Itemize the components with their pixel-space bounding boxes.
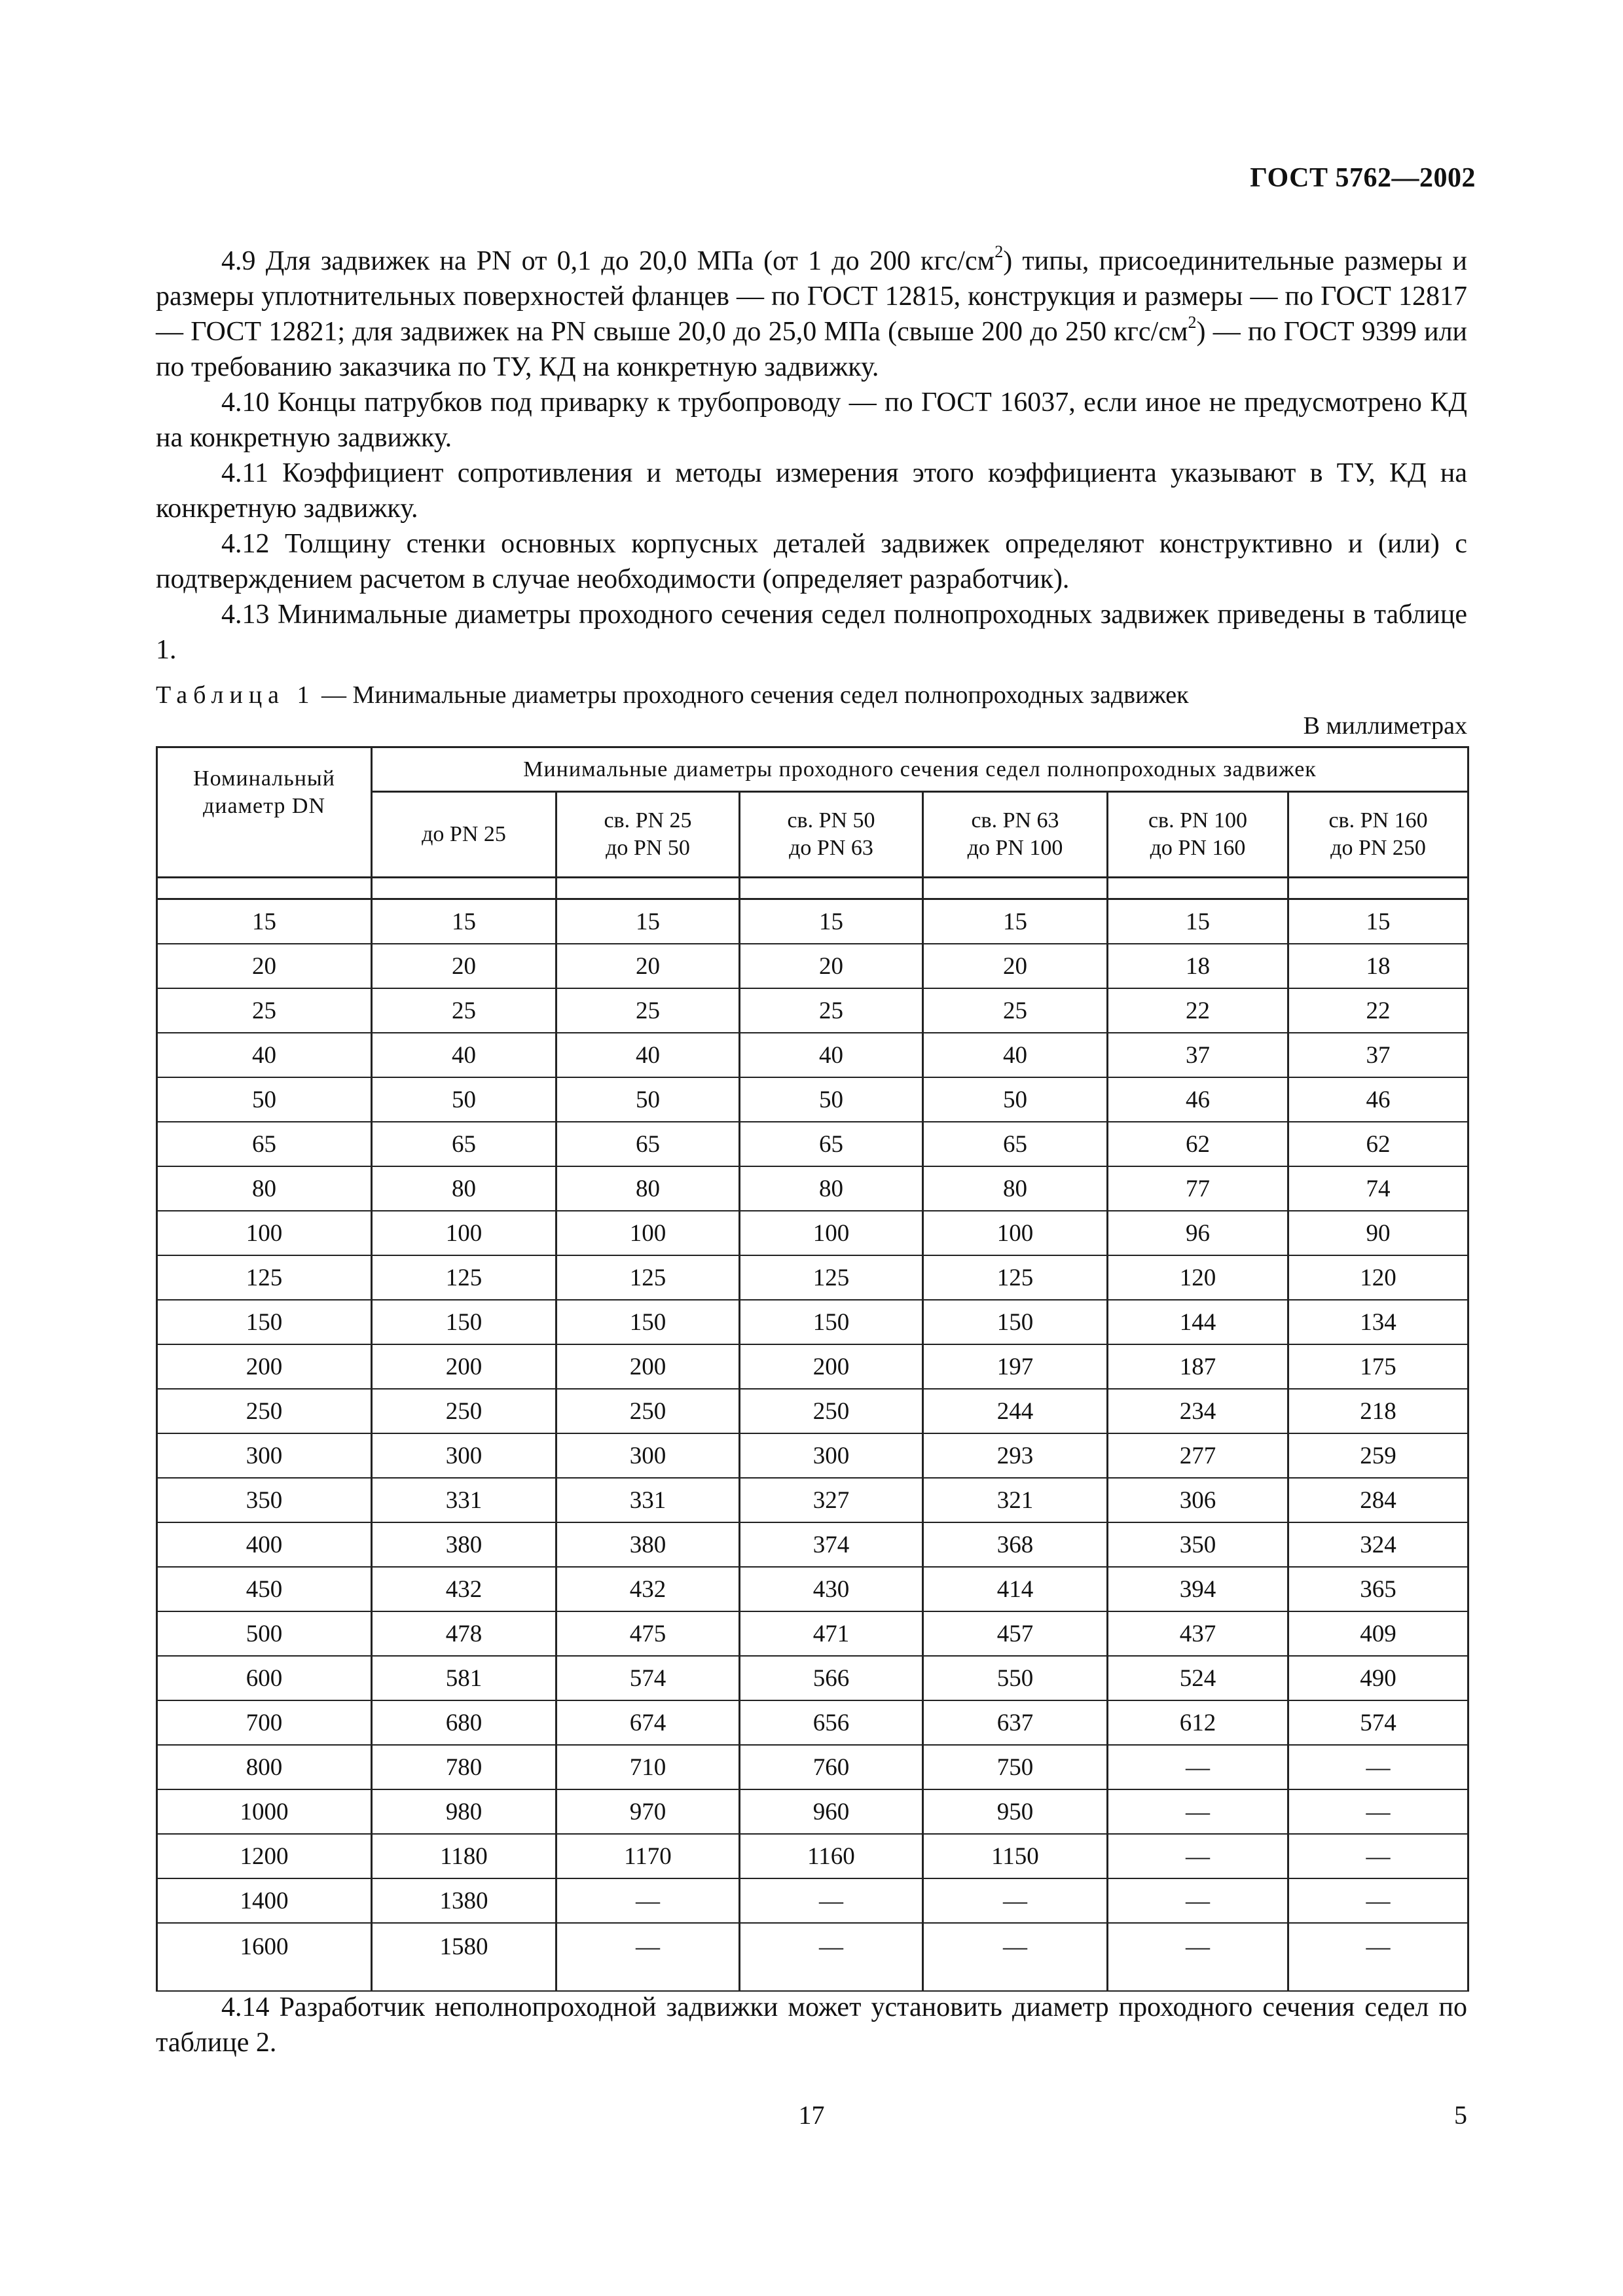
dn-cell: 300 bbox=[157, 1433, 372, 1478]
diameter-cell: 50 bbox=[372, 1077, 556, 1122]
diameter-cell: 62 bbox=[1108, 1122, 1288, 1166]
diameter-cell: 15 bbox=[1288, 899, 1468, 944]
diameter-cell: 175 bbox=[1288, 1344, 1468, 1389]
diameter-cell: 65 bbox=[556, 1122, 740, 1166]
dn-cell: 1200 bbox=[157, 1834, 372, 1878]
table-row bbox=[157, 1166, 1468, 1211]
column-header: до PN 25 bbox=[372, 792, 556, 878]
paragraph-4-12: 4.12 Толщину стенки основных корпусных деталей задвижек определяют конструктивно и (или) с подтверждением расчетом в случае необходимости (определяет разработчик). bbox=[156, 529, 1467, 594]
diameter-cell: — bbox=[923, 1923, 1108, 1991]
table-row bbox=[157, 1077, 1468, 1122]
diameter-cell: 244 bbox=[923, 1389, 1108, 1433]
diameter-cell: 432 bbox=[372, 1567, 556, 1611]
dn-cell: 100 bbox=[157, 1211, 372, 1255]
diameter-cell: 15 bbox=[1108, 899, 1288, 944]
table-row bbox=[157, 1923, 1468, 1991]
diameter-cell: — bbox=[1108, 1923, 1288, 1991]
diameter-cell: 750 bbox=[923, 1745, 1108, 1789]
dn-cell: 600 bbox=[157, 1656, 372, 1700]
diameter-cell: 150 bbox=[923, 1300, 1108, 1344]
diameter-cell: 90 bbox=[1288, 1211, 1468, 1255]
diameter-cell: 125 bbox=[740, 1255, 923, 1300]
diameter-cell: 120 bbox=[1108, 1255, 1288, 1300]
table-row bbox=[157, 1389, 1468, 1433]
diameter-cell: 80 bbox=[923, 1166, 1108, 1211]
diameter-cell: — bbox=[1108, 1878, 1288, 1923]
diameter-cell: 15 bbox=[740, 899, 923, 944]
dn-cell: 125 bbox=[157, 1255, 372, 1300]
diameter-cell: 327 bbox=[740, 1478, 923, 1522]
diameter-cell: 40 bbox=[556, 1033, 740, 1077]
diameter-cell: 100 bbox=[740, 1211, 923, 1255]
table-row bbox=[157, 988, 1468, 1033]
diameter-cell: 1170 bbox=[556, 1834, 740, 1878]
diameter-cell: 65 bbox=[372, 1122, 556, 1166]
diameter-cell: 144 bbox=[1108, 1300, 1288, 1344]
table-row bbox=[157, 1834, 1468, 1878]
dn-cell: 500 bbox=[157, 1611, 372, 1656]
diameter-cell: 980 bbox=[372, 1789, 556, 1834]
diameter-cell: 100 bbox=[372, 1211, 556, 1255]
diameter-cell: 120 bbox=[1288, 1255, 1468, 1300]
diameter-cell: 50 bbox=[923, 1077, 1108, 1122]
dn-cell: 250 bbox=[157, 1389, 372, 1433]
diameter-cell: 234 bbox=[1108, 1389, 1288, 1433]
table-row bbox=[157, 899, 1468, 944]
diameter-cell: 414 bbox=[923, 1567, 1108, 1611]
diameter-cell: 960 bbox=[740, 1789, 923, 1834]
diameter-cell: 20 bbox=[372, 944, 556, 988]
page-number-right: 5 bbox=[1454, 2100, 1467, 2130]
diameter-cell: 365 bbox=[1288, 1567, 1468, 1611]
diameter-cell: 380 bbox=[372, 1522, 556, 1567]
diameter-cell: 37 bbox=[1288, 1033, 1468, 1077]
dn-cell: 50 bbox=[157, 1077, 372, 1122]
dn-cell: 25 bbox=[157, 988, 372, 1033]
column-header: св. PN 63 до PN 100 bbox=[923, 792, 1108, 878]
dn-cell: 80 bbox=[157, 1166, 372, 1211]
diameter-cell: 524 bbox=[1108, 1656, 1288, 1700]
diameter-cell: 100 bbox=[923, 1211, 1108, 1255]
diameter-cell: 1380 bbox=[372, 1878, 556, 1923]
diameter-cell: 100 bbox=[556, 1211, 740, 1255]
diameter-cell: 760 bbox=[740, 1745, 923, 1789]
diameter-cell: 674 bbox=[556, 1700, 740, 1745]
diameter-cell: 300 bbox=[372, 1433, 556, 1478]
diameter-cell: 40 bbox=[740, 1033, 923, 1077]
dn-cell: 65 bbox=[157, 1122, 372, 1166]
dn-cell: 1600 bbox=[157, 1923, 372, 1991]
diameter-cell: 20 bbox=[556, 944, 740, 988]
diameter-cell: — bbox=[1288, 1923, 1468, 1991]
diameter-cell: 20 bbox=[740, 944, 923, 988]
diameter-cell: 65 bbox=[923, 1122, 1108, 1166]
table-row bbox=[157, 944, 1468, 988]
diameter-cell: 80 bbox=[556, 1166, 740, 1211]
diameter-cell: — bbox=[740, 1878, 923, 1923]
table-row bbox=[157, 1567, 1468, 1611]
diameter-cell: — bbox=[740, 1923, 923, 1991]
diameter-cell: 1580 bbox=[372, 1923, 556, 1991]
table-row bbox=[157, 1611, 1468, 1656]
document-code: ГОСТ 5762—2002 bbox=[1250, 163, 1476, 193]
paragraph-4-14: 4.14 Разработчик неполнопроходной задвижки может установить диаметр проходного сечения седел по таблице 2. bbox=[156, 1992, 1467, 2058]
diameter-cell: 457 bbox=[923, 1611, 1108, 1656]
diameter-cell: 22 bbox=[1108, 988, 1288, 1033]
dn-cell: 1400 bbox=[157, 1878, 372, 1923]
table-row bbox=[157, 1344, 1468, 1389]
dn-cell: 200 bbox=[157, 1344, 372, 1389]
diameter-cell: 637 bbox=[923, 1700, 1108, 1745]
table-row bbox=[157, 1878, 1468, 1923]
diameter-cell: 306 bbox=[1108, 1478, 1288, 1522]
table-row bbox=[157, 1122, 1468, 1166]
diameter-cell: 80 bbox=[372, 1166, 556, 1211]
dn-cell: 350 bbox=[157, 1478, 372, 1522]
column-header: св. PN 25 до PN 50 bbox=[556, 792, 740, 878]
table-row bbox=[157, 1745, 1468, 1789]
diameter-cell: 125 bbox=[556, 1255, 740, 1300]
diameter-cell: 475 bbox=[556, 1611, 740, 1656]
table-row bbox=[157, 1789, 1468, 1834]
body-text bbox=[156, 243, 1467, 668]
diameter-cell: 134 bbox=[1288, 1300, 1468, 1344]
column-header: св. PN 100 до PN 160 bbox=[1108, 792, 1288, 878]
table-caption-label: Таблица 1 bbox=[156, 681, 316, 709]
diameter-cell: 1180 bbox=[372, 1834, 556, 1878]
paragraph-4-13: 4.13 Минимальные диаметры проходного сечения седел полнопроходных задвижек приведены в таблице 1. bbox=[156, 600, 1467, 665]
diameter-cell: 96 bbox=[1108, 1211, 1288, 1255]
diameter-cell: 437 bbox=[1108, 1611, 1288, 1656]
diameter-cell: 656 bbox=[740, 1700, 923, 1745]
diameter-cell: 25 bbox=[372, 988, 556, 1033]
diameter-cell: — bbox=[1288, 1834, 1468, 1878]
table-row bbox=[157, 1478, 1468, 1522]
diameter-cell: 125 bbox=[372, 1255, 556, 1300]
diameter-cell: 680 bbox=[372, 1700, 556, 1745]
diameter-cell: 25 bbox=[556, 988, 740, 1033]
table-row bbox=[157, 1033, 1468, 1077]
diameter-cell: 574 bbox=[556, 1656, 740, 1700]
column-header: св. PN 50 до PN 63 bbox=[740, 792, 923, 878]
diameter-cell: 331 bbox=[556, 1478, 740, 1522]
dn-cell: 450 bbox=[157, 1567, 372, 1611]
diameter-cell: 293 bbox=[923, 1433, 1108, 1478]
diameter-cell: 432 bbox=[556, 1567, 740, 1611]
diameter-cell: 970 bbox=[556, 1789, 740, 1834]
diameter-cell: 612 bbox=[1108, 1700, 1288, 1745]
diameter-cell: 566 bbox=[740, 1656, 923, 1700]
diameter-cell: 200 bbox=[740, 1344, 923, 1389]
diameter-cell: 46 bbox=[1108, 1077, 1288, 1122]
diameter-cell: 277 bbox=[1108, 1433, 1288, 1478]
diameter-cell: 478 bbox=[372, 1611, 556, 1656]
diameter-cell: — bbox=[1288, 1878, 1468, 1923]
diameter-cell: 74 bbox=[1288, 1166, 1468, 1211]
diameter-cell: 15 bbox=[923, 899, 1108, 944]
diameter-cell: 218 bbox=[1288, 1389, 1468, 1433]
page-number-center: 17 bbox=[798, 2100, 825, 2130]
diameter-cell: 324 bbox=[1288, 1522, 1468, 1567]
diameter-cell: 368 bbox=[923, 1522, 1108, 1567]
diameter-cell: 471 bbox=[740, 1611, 923, 1656]
diameter-cell: 37 bbox=[1108, 1033, 1288, 1077]
diameter-cell: 25 bbox=[740, 988, 923, 1033]
diameter-cell: 150 bbox=[740, 1300, 923, 1344]
diameter-cell: 780 bbox=[372, 1745, 556, 1789]
table-row bbox=[157, 1255, 1468, 1300]
diameter-cell: 250 bbox=[740, 1389, 923, 1433]
diameter-cell: 77 bbox=[1108, 1166, 1288, 1211]
diameter-cell: 490 bbox=[1288, 1656, 1468, 1700]
diameter-cell: 300 bbox=[740, 1433, 923, 1478]
table-row bbox=[157, 1300, 1468, 1344]
column-header-dn: Номинальный диаметр DN bbox=[157, 747, 372, 878]
diameter-cell: 394 bbox=[1108, 1567, 1288, 1611]
diameter-cell: 250 bbox=[556, 1389, 740, 1433]
diameter-cell: — bbox=[1288, 1745, 1468, 1789]
paragraph-4-11: 4.11 Коэффициент сопротивления и методы измерения этого коэффициента указывают в ТУ, КД на конкретную задвижку. bbox=[156, 458, 1467, 524]
diameter-cell: 284 bbox=[1288, 1478, 1468, 1522]
diameter-cell: 125 bbox=[923, 1255, 1108, 1300]
dn-cell: 700 bbox=[157, 1700, 372, 1745]
diameter-cell: 187 bbox=[1108, 1344, 1288, 1389]
diameter-cell: 250 bbox=[372, 1389, 556, 1433]
diameter-cell: 950 bbox=[923, 1789, 1108, 1834]
diameter-cell: 80 bbox=[740, 1166, 923, 1211]
diameter-cell: 50 bbox=[556, 1077, 740, 1122]
column-group-header: Минимальные диаметры проходного сечения седел полнопроходных задвижек bbox=[372, 747, 1468, 792]
diameter-cell: 430 bbox=[740, 1567, 923, 1611]
dn-cell: 1000 bbox=[157, 1789, 372, 1834]
diameter-cell: 200 bbox=[372, 1344, 556, 1389]
table-row bbox=[157, 1700, 1468, 1745]
dn-cell: 40 bbox=[157, 1033, 372, 1077]
diameter-cell: 15 bbox=[556, 899, 740, 944]
diameter-cell: 40 bbox=[923, 1033, 1108, 1077]
diameter-cell: 581 bbox=[372, 1656, 556, 1700]
diameter-cell: — bbox=[556, 1878, 740, 1923]
diameter-cell: — bbox=[1108, 1789, 1288, 1834]
diameter-cell: 25 bbox=[923, 988, 1108, 1033]
diameter-cell: — bbox=[923, 1878, 1108, 1923]
table-row bbox=[157, 1211, 1468, 1255]
diameter-cell: 150 bbox=[372, 1300, 556, 1344]
table-units: В миллиметрах bbox=[1303, 712, 1467, 740]
diameter-cell: 200 bbox=[556, 1344, 740, 1389]
diameter-cell: 374 bbox=[740, 1522, 923, 1567]
diameter-cell: — bbox=[1108, 1745, 1288, 1789]
diameter-cell: 150 bbox=[556, 1300, 740, 1344]
dn-cell: 150 bbox=[157, 1300, 372, 1344]
table-caption bbox=[156, 679, 1189, 711]
diameter-cell: 259 bbox=[1288, 1433, 1468, 1478]
diameter-cell: 574 bbox=[1288, 1700, 1468, 1745]
diameter-cell: 550 bbox=[923, 1656, 1108, 1700]
paragraph-4-9: 4.9 Для задвижек на PN от 0,1 до 20,0 МПа (от 1 до 200 кгс/$см^2$) типы, присоединительные размеры и размеры уплотнительных поверхностей фланцев — по ГОСТ 12815, конструкция и размеры — по ГОСТ 12817 — ГОСТ 12821; для задвижек на PN свыше 20,0 до 25,0 МПа (свыше 200 до 250 кгс/$см^2$) — по ГОСТ 9399 или по требованию заказчика по ТУ, КД на конкретную задвижку. bbox=[156, 242, 1468, 382]
dn-cell: 400 bbox=[157, 1522, 372, 1567]
diameter-cell: 40 bbox=[372, 1033, 556, 1077]
diameters-table bbox=[156, 746, 1469, 1992]
diameter-cell: 46 bbox=[1288, 1077, 1468, 1122]
diameter-cell: 1160 bbox=[740, 1834, 923, 1878]
diameter-cell: 18 bbox=[1288, 944, 1468, 988]
diameter-cell: 710 bbox=[556, 1745, 740, 1789]
diameter-cell: 1150 bbox=[923, 1834, 1108, 1878]
dn-cell: 15 bbox=[157, 899, 372, 944]
diameter-cell: 50 bbox=[740, 1077, 923, 1122]
table-row bbox=[157, 1433, 1468, 1478]
diameter-cell: 15 bbox=[372, 899, 556, 944]
diameter-cell: 22 bbox=[1288, 988, 1468, 1033]
diameter-cell: — bbox=[1288, 1789, 1468, 1834]
diameter-cell: 65 bbox=[740, 1122, 923, 1166]
diameter-cell: 350 bbox=[1108, 1522, 1288, 1567]
paragraph-4-10: 4.10 Концы патрубков под приварку к трубопроводу — по ГОСТ 16037, если иное не предусмотрено КД на конкретную задвижку. bbox=[156, 387, 1467, 453]
dn-cell: 800 bbox=[157, 1745, 372, 1789]
table-caption-text: — Минимальные диаметры проходного сечения седел полнопроходных задвижек bbox=[315, 681, 1189, 709]
diameter-cell: — bbox=[1108, 1834, 1288, 1878]
table-row bbox=[157, 1522, 1468, 1567]
diameter-cell: 18 bbox=[1108, 944, 1288, 988]
table-row bbox=[157, 1656, 1468, 1700]
column-header: св. PN 160 до PN 250 bbox=[1288, 792, 1468, 878]
diameter-cell: 331 bbox=[372, 1478, 556, 1522]
diameter-cell: 62 bbox=[1288, 1122, 1468, 1166]
dn-cell: 20 bbox=[157, 944, 372, 988]
diameter-cell: 409 bbox=[1288, 1611, 1468, 1656]
diameter-cell: 20 bbox=[923, 944, 1108, 988]
diameter-cell: 300 bbox=[556, 1433, 740, 1478]
diameter-cell: — bbox=[556, 1923, 740, 1991]
diameter-cell: 380 bbox=[556, 1522, 740, 1567]
diameter-cell: 197 bbox=[923, 1344, 1108, 1389]
diameter-cell: 321 bbox=[923, 1478, 1108, 1522]
